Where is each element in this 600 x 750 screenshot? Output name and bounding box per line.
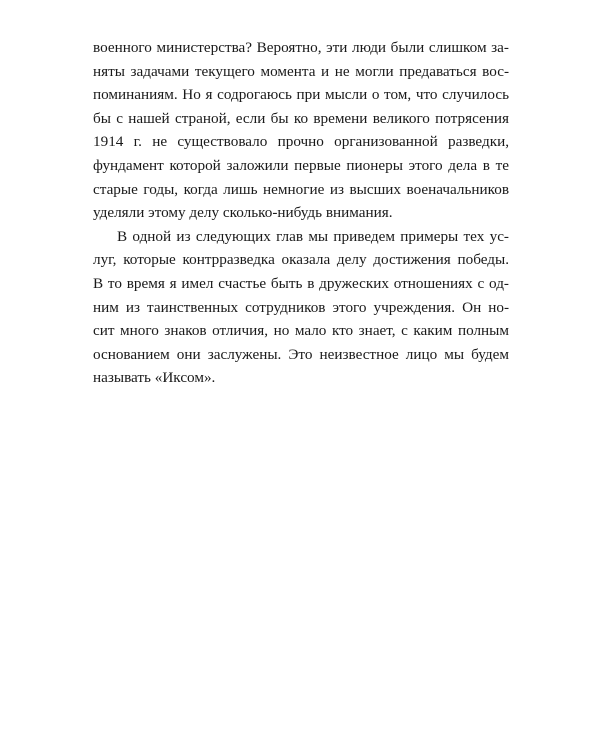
paragraph-1	[93, 36, 509, 225]
text-line: называть «Иксом».	[93, 369, 216, 387]
text-line: 1914 г. не существовало прочно организованной разведки,	[93, 133, 509, 151]
text-line: военного министерства? Вероятно, эти люди были слишком за-	[93, 39, 509, 56]
text-line: уделяли этому делу сколько-нибудь внимания.	[93, 204, 393, 222]
text-line: В то время я имел счастье быть в дружеских отношениях с од-	[93, 274, 509, 292]
text-line: луг, которые контрразведка оказала делу достижения победы.	[93, 251, 509, 269]
text-line: фундамент которой заложили первые пионеры этого дела в те	[93, 156, 509, 174]
text-line: ним из таинственных сотрудников этого учреждения. Он но-	[93, 298, 509, 316]
text-line: старые годы, когда лишь немногие из высших военачальников	[93, 180, 509, 198]
body-text	[93, 36, 509, 390]
text-line: основанием они заслужены. Это неизвестное лицо мы будем	[93, 345, 509, 363]
text-line: няты задачами текущего момента и не могли предаваться вос-	[93, 62, 509, 80]
text-line: В одной из следующих глав мы приведем примеры тех ус-	[117, 227, 509, 245]
text-line: поминаниям. Но я содрогаюсь при мысли о том, что случилось	[93, 86, 509, 104]
text-line: бы с нашей страной, если бы ко времени великого потрясения	[93, 109, 509, 127]
paragraph-2	[93, 225, 509, 390]
text-line: сит много знаков отличия, но мало кто знает, с каким полным	[93, 322, 509, 340]
